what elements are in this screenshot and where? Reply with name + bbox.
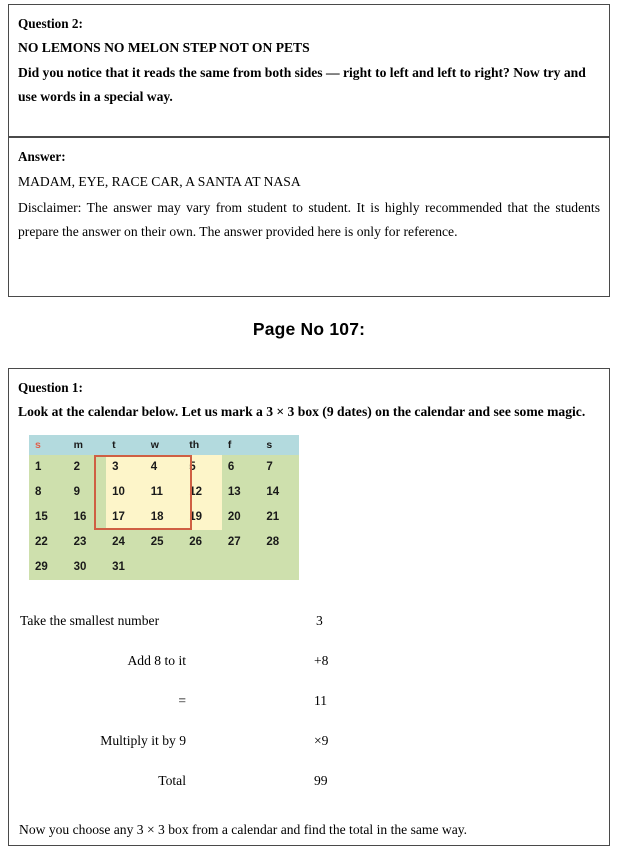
calendar-header-row	[29, 435, 299, 455]
calendar-header-friday: f	[222, 435, 261, 455]
calendar-day-cell: 16	[68, 505, 107, 530]
calculation-row	[18, 653, 600, 693]
calendar-day-cell: 8	[29, 480, 68, 505]
calendar-header-wednesday: w	[145, 435, 184, 455]
calculation-value: ×9	[314, 732, 329, 748]
calendar-week-row	[29, 455, 299, 480]
calendar-day-cell	[145, 555, 184, 580]
calendar-week-row	[29, 530, 299, 555]
calendar-table	[29, 435, 299, 580]
calendar-day-cell: 1	[29, 455, 68, 480]
calculation-label: Total	[158, 772, 186, 788]
question-1-closing-line: Now you choose any 3 × 3 box from a calendar and find the total in the same way.	[19, 821, 468, 837]
calendar-day-cell-highlighted: 4	[145, 455, 184, 480]
question-1-box	[8, 368, 610, 846]
calculation-label: Take the smallest number	[20, 612, 160, 628]
answer-text: MADAM, EYE, RACE CAR, A SANTA AT NASA	[18, 174, 301, 190]
calendar-day-cell: 31	[106, 555, 145, 580]
calendar-week-row	[29, 555, 299, 580]
question-2-label: Question 2:	[18, 16, 83, 31]
calendar-day-cell-highlighted: 11	[145, 480, 184, 505]
calendar-day-cell: 6	[222, 455, 261, 480]
answer-label: Answer:	[18, 149, 66, 164]
page-number-heading: Page No 107:	[252, 319, 366, 339]
question-2-box	[8, 4, 610, 137]
calendar-day-cell: 30	[68, 555, 107, 580]
calendar-day-cell-highlighted: 12	[183, 480, 222, 505]
calendar-day-cell-highlighted: 10	[106, 480, 145, 505]
calendar-day-cell: 27	[222, 530, 261, 555]
calendar-day-cell	[183, 555, 222, 580]
question-2-palindrome-line: NO LEMONS NO MELON STEP NOT ON PETS	[18, 40, 310, 56]
calendar-week-row	[29, 480, 299, 505]
calendar-day-cell: 9	[68, 480, 107, 505]
calendar-day-cell: 22	[29, 530, 68, 555]
calendar-header-thursday: th	[183, 435, 222, 455]
answer-2-box	[8, 137, 610, 297]
calendar-day-cell: 25	[145, 530, 184, 555]
calendar-day-cell: 7	[260, 455, 299, 480]
calendar-day-cell: 29	[29, 555, 68, 580]
calendar-day-cell	[222, 555, 261, 580]
calendar-week-row	[29, 505, 299, 530]
calendar-day-cell: 21	[260, 505, 299, 530]
calculation-row	[18, 733, 600, 773]
calendar-day-cell-highlighted: 17	[106, 505, 145, 530]
calendar-header-sunday: s	[29, 435, 68, 455]
calendar-body	[29, 455, 299, 580]
question-2-prompt: Did you notice that it reads the same from both sides — right to left and left to right? Now try and use words in a special way.	[18, 64, 586, 104]
question-1-content	[9, 369, 609, 849]
calendar-day-cell: 2	[68, 455, 107, 480]
calendar-widget	[29, 435, 280, 601]
calculation-value: 99	[314, 772, 328, 788]
calculation-value: 11	[314, 692, 328, 708]
calendar-day-cell	[260, 555, 299, 580]
calendar-day-cell-highlighted: 3	[106, 455, 145, 480]
calculation-value: +8	[314, 652, 329, 668]
calendar-day-cell: 23	[68, 530, 107, 555]
calculation-row	[18, 613, 600, 653]
calendar-day-cell: 28	[260, 530, 299, 555]
calendar-day-cell-highlighted: 19	[183, 505, 222, 530]
calculation-row	[18, 693, 600, 733]
calendar-day-cell: 13	[222, 480, 261, 505]
answer-disclaimer: Disclaimer: The answer may vary from student to student. It is highly recommended that the students prepare the answer on their own. The answer provided here is only for reference.	[18, 200, 600, 240]
calendar-day-cell-highlighted: 5	[183, 455, 222, 480]
calculation-label: Add 8 to it	[127, 652, 186, 668]
answer-2-content	[9, 138, 609, 254]
question-1-prompt: Look at the calendar below. Let us mark a 3 × 3 box (9 dates) on the calendar and see some magic.	[18, 404, 586, 420]
calendar-day-cell-highlighted: 18	[145, 505, 184, 530]
calendar-header-tuesday: t	[106, 435, 145, 455]
question-2-content	[9, 5, 609, 118]
calendar-header-saturday: s	[260, 435, 299, 455]
calendar-day-cell: 26	[183, 530, 222, 555]
calendar-day-cell: 14	[260, 480, 299, 505]
calculation-label: Multiply it by 9	[100, 732, 186, 748]
calculation-value: 3	[316, 612, 323, 628]
calculation-label: =	[178, 692, 186, 708]
calendar-header-monday: m	[68, 435, 107, 455]
question-1-label: Question 1:	[18, 380, 83, 395]
calculation-steps	[18, 613, 600, 813]
calculation-row	[18, 773, 600, 813]
calendar-day-cell: 20	[222, 505, 261, 530]
calendar-day-cell: 15	[29, 505, 68, 530]
calendar-day-cell: 24	[106, 530, 145, 555]
